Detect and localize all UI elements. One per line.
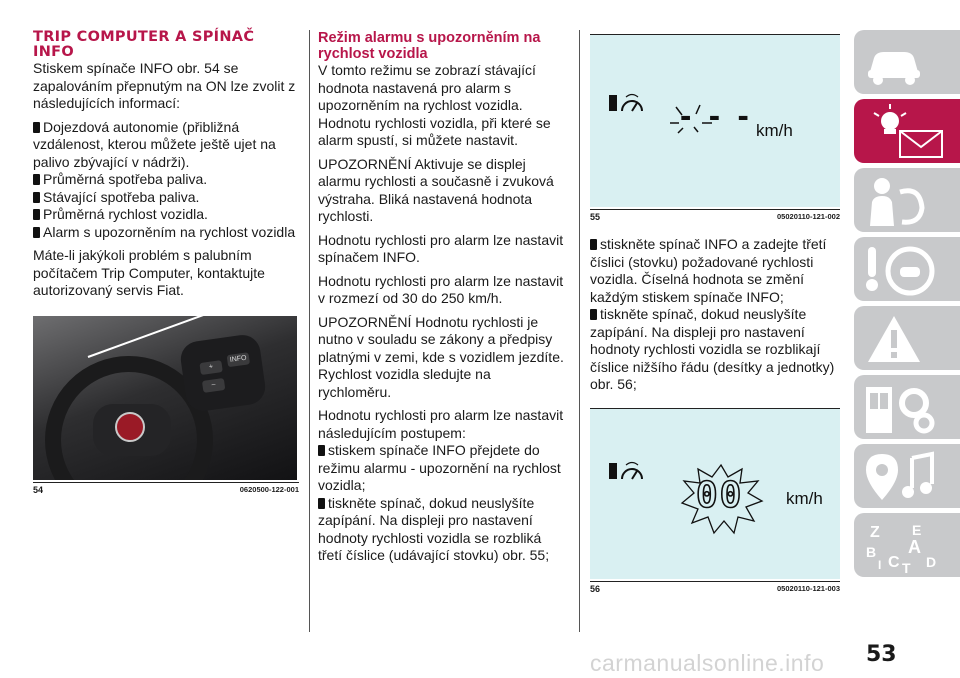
section-title-speed-alarm: Režim alarmu s upozorněním na rychlost vozidla [318,30,541,62]
list-item: Stávající spotřeba paliva. [33,189,299,207]
tab-warning[interactable] [854,306,960,370]
tab-steering[interactable] [854,237,960,301]
tab-car[interactable] [854,30,960,94]
steering-wheel-photo [33,316,297,480]
figure-caption [590,581,840,594]
column-2 [318,30,566,565]
column-divider [579,30,580,632]
bullet-icon [318,445,325,456]
page-number: 53 [866,642,897,667]
tab-index[interactable] [854,513,960,577]
unit-label: km/h [786,488,823,508]
figure-code: 05020110-121-002 [777,212,840,221]
tab-dashboard-lights[interactable] [854,99,960,163]
figure-56 [590,408,840,594]
bullet-icon [33,209,40,220]
outro-paragraph: Máte-li jakýkoli problém s palubním počítačem Trip Computer, kontaktujte autorizovaný servis Fiat. [33,247,265,298]
warning-paragraph: UPOZORNĚNÍ Aktivuje se displej alarmu rychlosti a současně i zvuková výstraha. Bliká nastavená hodnota rychlosti. [318,155,554,224]
warning-paragraph: UPOZORNĚNÍ Hodnotu rychlosti je nutno v souladu se zákony a předpisy platnými v zemi, kde s vozidlem jezdíte. Rychlost vozidla sledujte na rychloměru. [318,313,564,400]
column-1 [33,30,299,495]
paragraph: V tomto režimu se zobrazí stávající hodnota nastavená pro alarm s upozorněním na rychlost vozidla. Hodnotu rychlosti vozidla, při které se alarm spustí, si můžete nastavit. [318,62,551,148]
steering-button-panel [179,332,268,412]
chapter-tabs [854,30,960,582]
column-divider [309,30,310,632]
figure-number: 54 [33,484,44,495]
bullet-icon [590,309,597,320]
bullet-icon [33,174,40,185]
paragraph: Hodnotu rychlosti pro alarm lze nastavit v rozmezí od 30 do 250 km/h. [318,272,564,306]
safety-icon [862,172,932,230]
maintenance-icon [862,379,942,437]
index-icon [862,517,942,575]
intro-paragraph: Stiskem spínače INFO obr. 54 se zapalováním přepnutým na ON lze zvolit z následujících informací: [33,60,296,111]
section-title-trip-computer: TRIP COMPUTER A SPÍNAČ INFO [33,29,255,60]
figure-code: 0620500-122-001 [239,484,299,494]
speed-alarm-display [590,408,840,579]
speed-alarm-icon [608,459,644,483]
figure-code: 05020110-121-003 [777,583,840,593]
unit-label: km/h [756,121,793,140]
column-3 [590,34,840,594]
list-item: stiskem spínače INFO přejdete do režimu alarmu - upozornění na rychlost vozidla; [318,442,561,493]
list-item: tiskněte spínač, dokud neuslyšíte zapípání. Na displeji pro nastavení hodnoty rychlosti vozidla se rozblikají číslice nižšího řádu (desítky a jednotky) obr. 56; [590,306,835,392]
index-letter: I [878,558,882,572]
list-item: stiskněte spínač INFO a zadejte třetí číslici (stovku) požadované rychlosti vozidla. Číselná hodnota se změní každým stiskem spínače INFO; [590,236,827,305]
watermark: carmanualsonline.info [590,650,825,676]
list-item: Dojezdová autonomie (přibližná vzdálenost, kterou můžete ještě ujet na palivo zbývající v nádrži). [33,118,276,170]
index-letter: E [912,522,922,538]
speed-alarm-icon [608,91,644,115]
dashboard-lights-icon [862,103,952,161]
paragraph: Hodnotu rychlosti pro alarm lze nastavit spínačem INFO. [318,231,564,265]
speed-readout: 00 [696,474,744,516]
speed-alarm-display [590,34,840,207]
bullet-icon [590,239,597,250]
plus-button: + [199,360,222,375]
info-button: INFO [227,352,250,367]
figure-caption [33,482,299,495]
bullet-icon [33,192,40,203]
tab-multimedia[interactable] [854,444,960,508]
index-letter: T [902,560,911,575]
index-letter: A [908,537,921,557]
steering-wheel-icon [862,241,942,299]
list-item: Průměrná spotřeba paliva. [33,171,299,189]
tab-safety[interactable] [854,168,960,232]
figure-caption [590,209,840,222]
index-letter: Z [870,524,880,541]
figure-number: 56 [590,583,601,594]
bullet-icon [33,227,40,238]
paragraph: Hodnotu rychlosti pro alarm lze nastavit následujícím postupem: [318,407,564,441]
figure-55 [590,34,840,222]
index-letter: C [888,554,900,571]
index-letter: B [866,544,877,560]
warning-icon [862,310,926,368]
minus-button: – [202,377,225,392]
bullet-icon [318,498,325,509]
car-icon [862,34,926,90]
figure-54 [33,316,299,495]
speed-readout: - - - [680,97,753,135]
fiat-logo-icon [115,412,145,442]
list-item: Alarm s upozorněním na rychlost vozidla [33,224,299,242]
figure-number: 55 [590,212,601,222]
tab-maintenance[interactable] [854,375,960,439]
list-item: Průměrná rychlost vozidla. [33,206,299,224]
index-letter: D [926,554,937,570]
multimedia-icon [862,448,942,506]
bullet-icon [33,122,40,133]
list-item: tiskněte spínač, dokud neuslyšíte zapípání. Na displeji pro nastavení hodnoty rychlosti vozidla se rozbliká třetí číslice (udávající stovku) obr. 55; [318,494,550,563]
column-3-steps [590,236,840,394]
